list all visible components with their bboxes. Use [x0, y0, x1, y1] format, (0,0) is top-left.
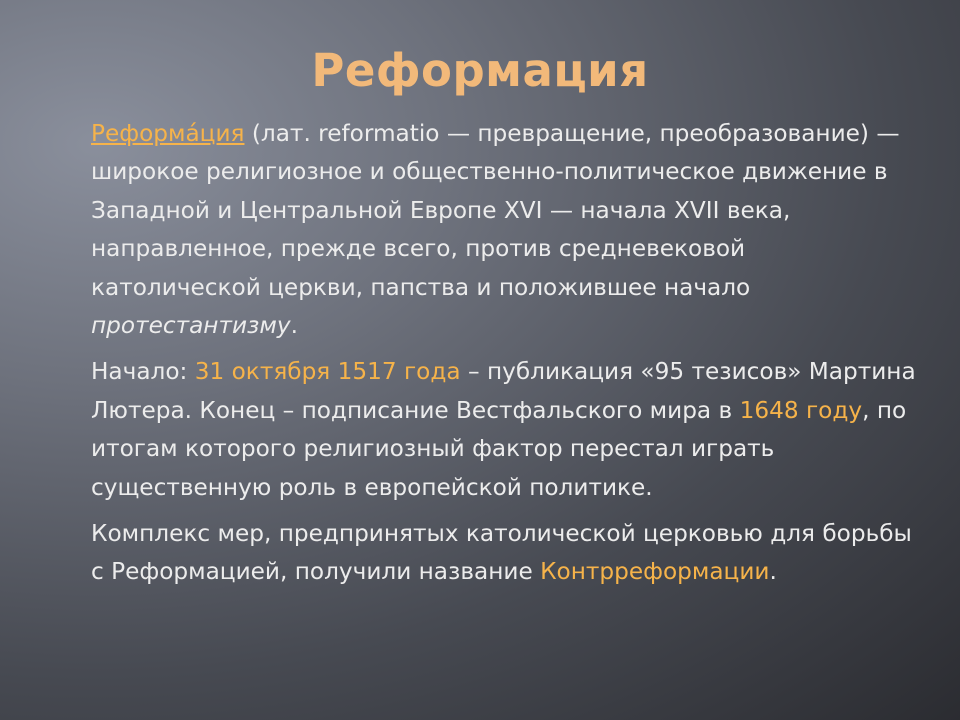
- reformation-link[interactable]: Реформа́ция: [91, 120, 245, 147]
- counter-reformation-term: Контрреформации: [540, 558, 770, 586]
- paragraph-counter-reformation: [91, 515, 921, 592]
- start-date-highlight: 31 октября 1517 года: [194, 358, 461, 386]
- timeline-start-label: Начало:: [91, 358, 195, 386]
- timeline-text: – публикация «95 тезисов» Мартина Лютера. Конец – подписание Вестфальского мира в: [91, 358, 916, 424]
- paragraph-definition: [91, 115, 921, 345]
- definition-end: .: [290, 312, 298, 340]
- slide-body: [91, 115, 921, 600]
- end-year-highlight: 1648 году: [739, 396, 863, 424]
- slide-title: Реформация: [311, 44, 649, 97]
- counter-text: Комплекс мер, предпринятых католической церковью для борьбы с Реформацией, получили название: [91, 520, 912, 586]
- timeline-end-text: , по итогам которого религиозный фактор перестал играть существенную роль в европейской политике.: [91, 396, 907, 501]
- counter-end: .: [769, 558, 777, 586]
- definition-text: (лат. reformatio — превращение, преобразование) — широкое религиозное и общественно-политическое движение в Западной и Центральной Европе XVI — начала XVII века, направленное, прежде всего, против средневековой католической церкви, папства и положившее начало: [91, 120, 900, 301]
- paragraph-timeline: [91, 353, 921, 507]
- protestantism-term: протестантизму: [91, 312, 291, 340]
